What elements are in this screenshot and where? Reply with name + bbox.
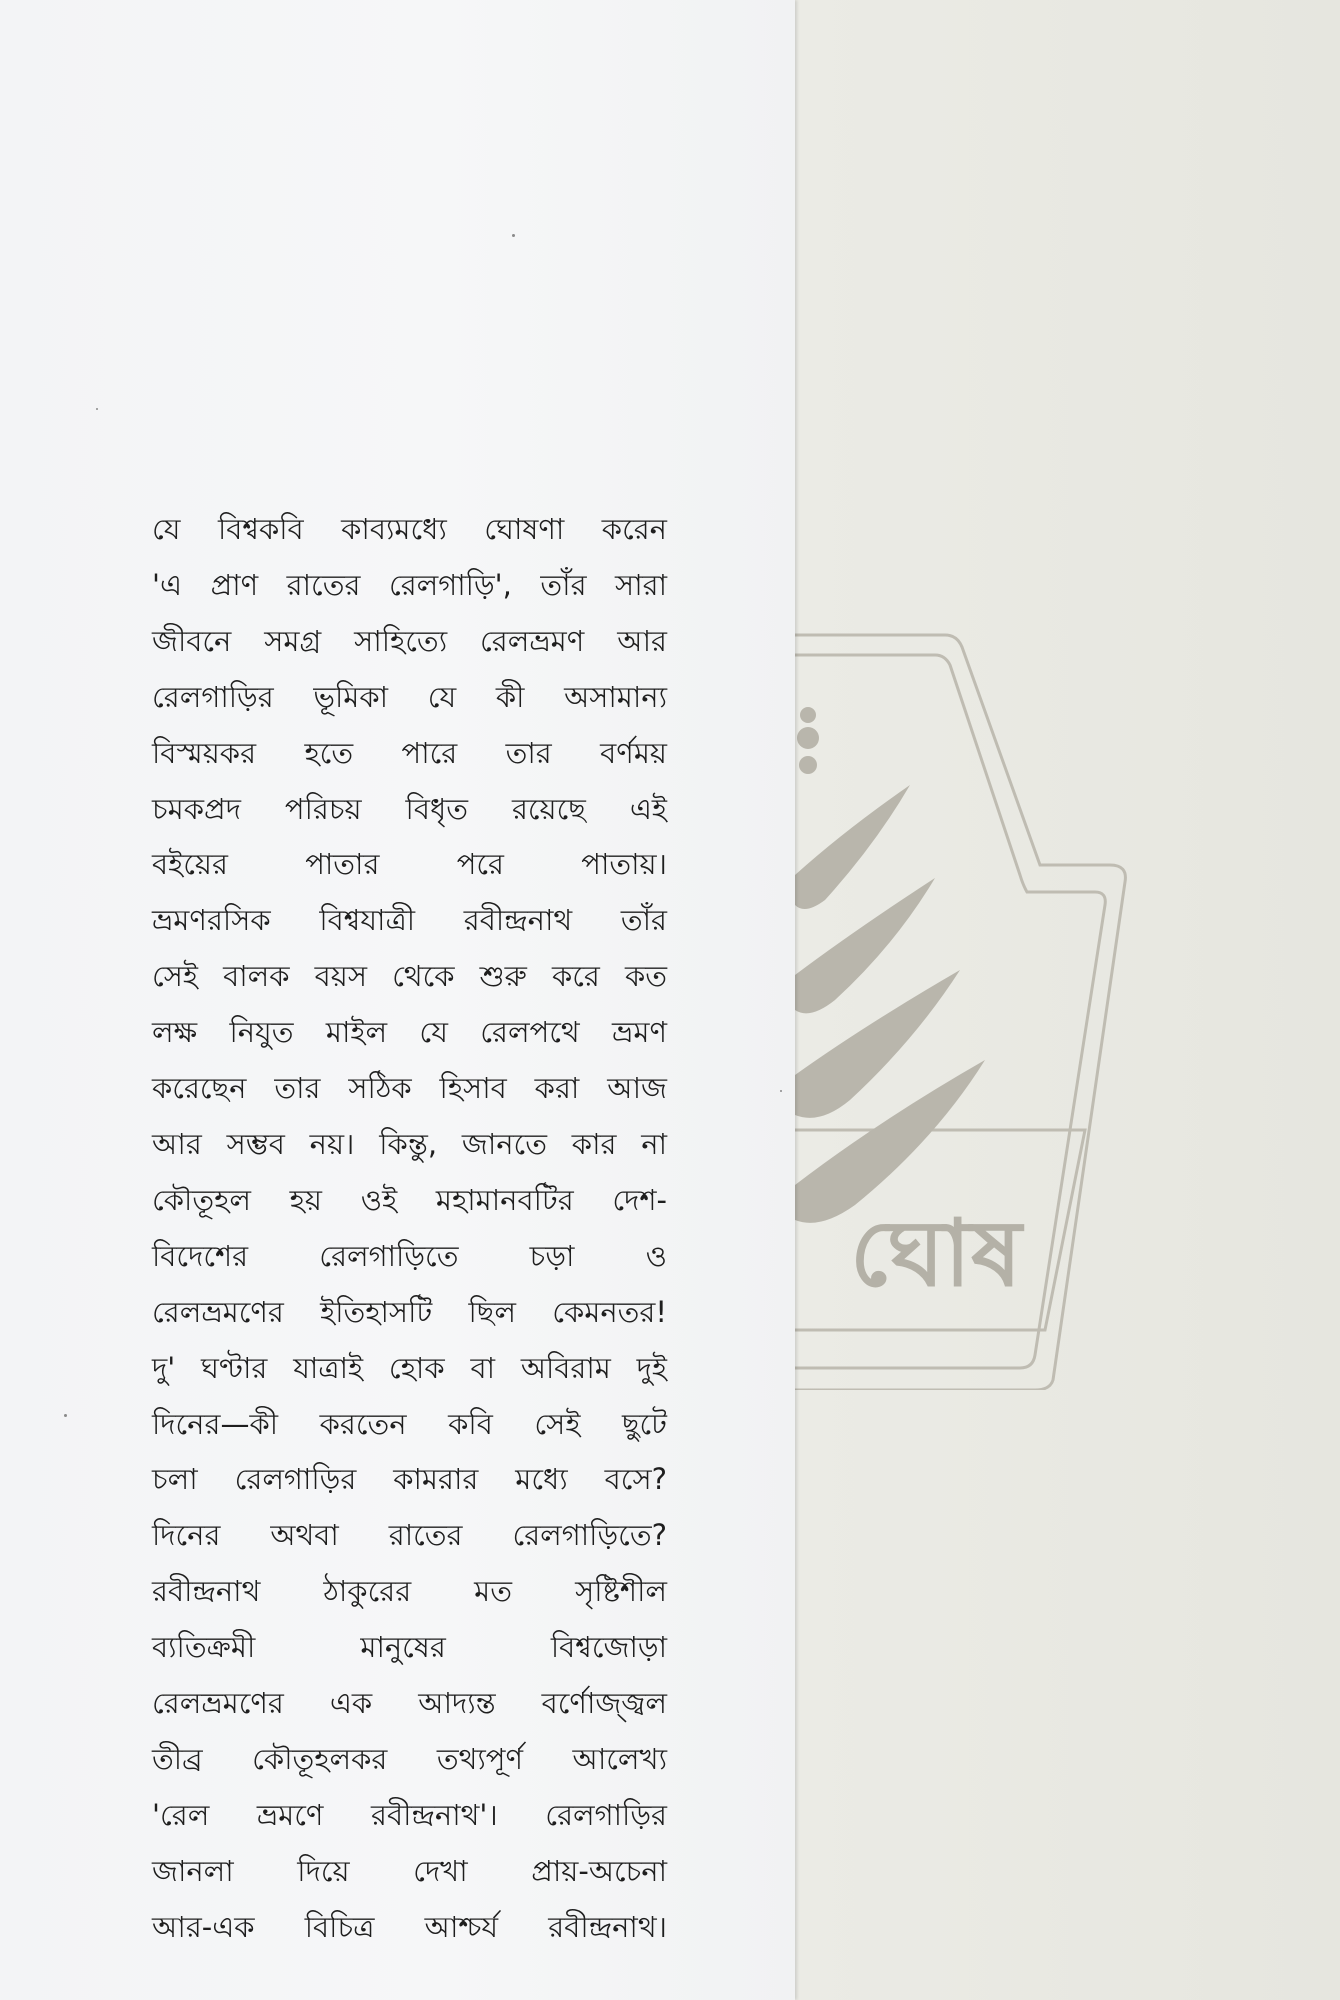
blurb-paragraph [152, 502, 667, 1956]
logo-dots [797, 707, 819, 774]
blurb-line: দিনের অথবা রাতের রেলগাড়িতে? [152, 1518, 667, 1553]
blurb-line: জানলা দিয়ে দেখা প্রায়-অচেনা [152, 1853, 667, 1888]
blurb-line: রেলভ্রমণের এক আদ্যন্ত বর্ণোজ্জ্বল [152, 1686, 667, 1721]
blurb-line: রেলগাড়ির ভূমিকা যে কী অসামান্য [152, 679, 667, 714]
blurb-line: ভ্রমণরসিক বিশ্বযাত্রী রবীন্দ্রনাথ তাঁর [152, 903, 667, 938]
blurb-line: কৌতূহল হয় ওই মহামানবটির দেশ- [152, 1182, 667, 1217]
logo-flames-icon [795, 785, 985, 1223]
blurb-line: বিদেশের রেলগাড়িতে চড়া ও [152, 1238, 667, 1273]
logo-text: ঘোষ [850, 1200, 1022, 1307]
blurb-line: বিস্ময়কর হতে পারে তার বর্ণময় [152, 735, 667, 770]
blurb-line: 'এ প্রাণ রাতের রেলগাড়ি', তাঁর সারা [152, 567, 667, 602]
blurb-line: যে বিশ্বকবি কাব্যমধ্যে ঘোষণা করেন [152, 512, 667, 546]
blurb-line: ব্যতিক্রমী মানুষের বিশ্বজোড়া [152, 1630, 667, 1665]
blurb-line: রেলভ্রমণের ইতিহাসটি ছিল কেমনতর! [152, 1294, 667, 1329]
blurb-line: আর-এক বিচিত্র আশ্চর্য রবীন্দ্রনাথ। [152, 1909, 667, 1944]
dust-speck [780, 1090, 782, 1092]
blurb-line: চমকপ্রদ পরিচয় বিধৃত রয়েছে এই [152, 791, 667, 826]
blurb-line: বইয়ের পাতার পরে পাতায়। [152, 847, 667, 882]
dust-speck [64, 1414, 67, 1417]
blurb-line: জীবনে সমগ্র সাহিত্যে রেলভ্রমণ আর [152, 623, 667, 658]
blurb-line: তীব্র কৌতূহলকর তথ্যপূর্ণ আলেখ্য [152, 1741, 667, 1776]
blurb-line: সেই বালক বয়স থেকে শুরু করে কত [152, 959, 667, 994]
blurb-line: রবীন্দ্রনাথ ঠাকুরের মত সৃষ্টিশীল [152, 1574, 667, 1609]
publisher-logo [795, 630, 1175, 1390]
blurb-line: চলা রেলগাড়ির কামরার মধ্যে বসে? [152, 1462, 667, 1497]
blurb-line: করেছেন তার সঠিক হিসাব করা আজ [152, 1071, 667, 1106]
blurb-line: দু' ঘণ্টার যাত্রাই হোক বা অবিরাম দুই [152, 1350, 667, 1385]
dust-speck [96, 408, 98, 410]
blurb-line: দিনের—কী করতেন কবি সেই ছুটে [152, 1406, 667, 1441]
blurb-line: লক্ষ নিযুত মাইল যে রেলপথে ভ্রমণ [152, 1015, 667, 1050]
dust-speck [512, 234, 515, 237]
blurb-line: 'রেল ভ্রমণে রবীন্দ্রনাথ'। রেলগাড়ির [152, 1797, 667, 1832]
blurb-line: আর সম্ভব নয়। কিন্তু, জানতে কার না [152, 1126, 667, 1161]
